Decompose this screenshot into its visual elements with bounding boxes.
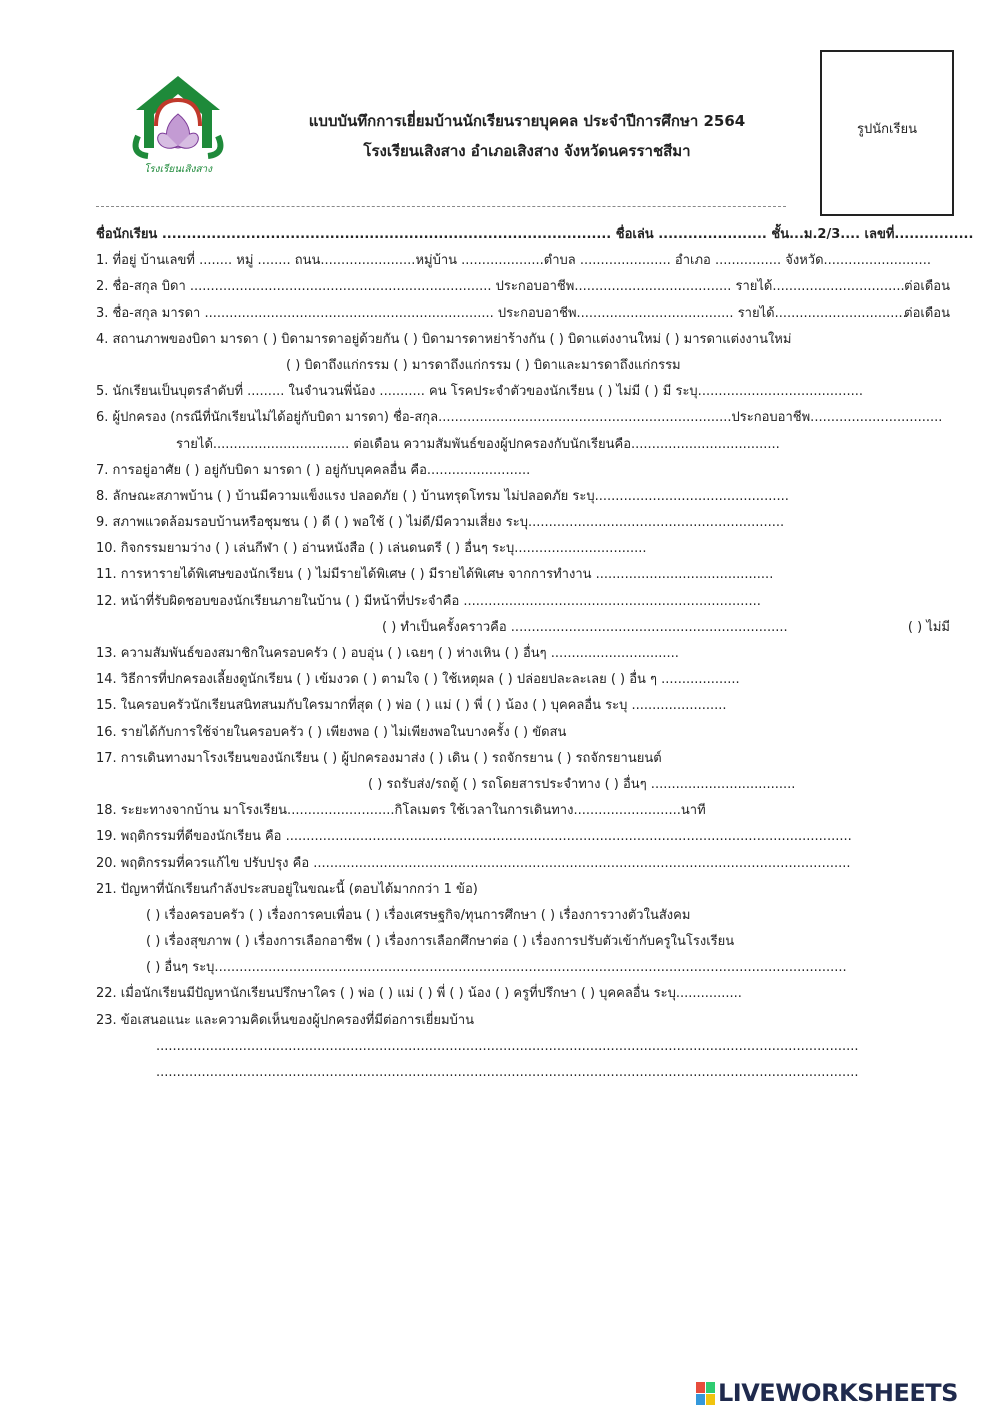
form-line[interactable] — [96, 379, 956, 405]
form-line-text: 4. สถานภาพของบิดา มารดา ( ) บิดามารดาอยู่ด้วยกัน ( ) บิดามารดาหย่าร้างกัน ( ) บิดาแต่งงานใหม่ ( ) มารดาแต่งงานใหม่ — [96, 331, 792, 347]
form-line[interactable] — [96, 746, 956, 772]
student-photo-box[interactable] — [820, 50, 954, 216]
form-line-text: 9. สภาพแวดล้อมรอบบ้านหรือชุมชน ( ) ดี ( ) พอใช้ ( ) ไม่ดี/มีความเสี่ยง ระบุ.............................................................. — [96, 515, 785, 531]
form-line-text: 19. พฤติกรรมที่ดีของนักเรียน คือ ......................................................................................................................................... — [96, 829, 852, 845]
home-visit-form — [96, 222, 974, 1086]
form-line[interactable] — [96, 248, 956, 274]
form-line[interactable] — [96, 903, 956, 929]
form-line[interactable] — [96, 432, 956, 458]
form-line[interactable] — [96, 301, 956, 327]
form-line-text: 2. ชื่อ-สกุล บิดา ......................................................................... ประกอบอาชีพ...................................... รายได้................................ — [96, 279, 905, 295]
form-line-text: .......................................................................................................................................................................... — [156, 1065, 859, 1080]
form-line[interactable] — [96, 929, 956, 955]
document-title — [272, 106, 782, 166]
form-line-text: 7. การอยู่อาศัย ( ) อยู่กับบิดา มารดา ( ) อยู่กับบุคคลอื่น คือ......................... — [96, 462, 531, 478]
form-line-text: ( ) บิดาถึงแก่กรรม ( ) มารดาถึงแก่กรรม ( ) บิดาและมารดาถึงแก่กรรม — [286, 357, 681, 373]
liveworksheets-brand: LIVEWORKSHEETS — [718, 1379, 958, 1407]
logo-tile — [696, 1394, 705, 1405]
form-line-suffix: ต่อเดือน — [904, 279, 950, 295]
form-line-text: ( ) เรื่องครอบครัว ( ) เรื่องการคบเพื่อน ( ) เรื่องเศรษฐกิจ/ทุนการศึกษา ( ) เรื่องการวางตัวในสังคม — [146, 907, 691, 923]
form-line-text: 10. กิจกรรมยามว่าง ( ) เล่นกีฬา ( ) อ่านหนังสือ ( ) เล่นดนตรี ( ) อื่นๆ ระบุ................................ — [96, 541, 647, 557]
form-line-text: 13. ความสัมพันธ์ของสมาชิกในครอบครัว ( ) อบอุ่น ( ) เฉยๆ ( ) ห่างเหิน ( ) อื่นๆ ............................... — [96, 646, 679, 661]
form-line[interactable] — [96, 798, 956, 824]
form-line-text: 18. ระยะทางจากบ้าน มาโรงเรียน..........................กิโลเมตร ใช้เวลาในการเดินทาง..........................นาที — [96, 803, 706, 819]
form-line[interactable] — [96, 667, 956, 693]
logo-tile — [706, 1394, 715, 1405]
form-line-text: 16. รายได้กับการใช้จ่ายในครอบครัว ( ) เพียงพอ ( ) ไม่เพียงพอในบางครั้ง ( ) ขัดสน — [96, 724, 567, 740]
form-lines — [96, 248, 956, 1086]
form-line-text: ( ) อื่นๆ ระบุ......................................................................................................................................................... — [146, 960, 847, 976]
form-line[interactable] — [96, 981, 956, 1007]
form-line[interactable] — [96, 536, 956, 562]
form-line-text: 11. การหารายได้พิเศษของนักเรียน ( ) ไม่มีรายได้พิเศษ ( ) มีรายได้พิเศษ จากการทำงาน ........................................... — [96, 567, 774, 583]
form-line-text: 21. ปัญหาที่นักเรียนกำลังประสบอยู่ในขณะนี้ (ตอบได้มากกว่า 1 ข้อ) — [96, 881, 478, 897]
form-line[interactable] — [96, 562, 956, 588]
form-line-text: ( ) ทำเป็นครั้งคราวคือ ................................................................... — [382, 619, 788, 635]
form-line[interactable] — [96, 877, 956, 903]
liveworksheets-footer — [696, 1378, 958, 1408]
form-line[interactable] — [96, 589, 956, 615]
form-line-text: 6. ผู้ปกครอง (กรณีที่นักเรียนไม่ได้อยู่กับบิดา มารดา) ชื่อ-สกุล.......................................................................ประกอบอาชีพ................................ — [96, 410, 943, 426]
school-logo — [128, 70, 228, 182]
form-line-text: 17. การเดินทางมาโรงเรียนของนักเรียน ( ) ผู้ปกครองมาส่ง ( ) เดิน ( ) รถจักรยาน ( ) รถจักรยานยนต์ — [96, 750, 662, 766]
form-line[interactable] — [96, 772, 956, 798]
form-line[interactable] — [96, 458, 956, 484]
form-line-text: .......................................................................................................................................................................... — [156, 1038, 859, 1054]
form-line[interactable] — [96, 641, 956, 667]
form-line-text: ( ) เรื่องสุขภาพ ( ) เรื่องการเลือกอาชีพ ( ) เรื่องการเลือกศึกษาต่อ ( ) เรื่องการปรับตัวเข้ากับครูในโรงเรียน — [146, 934, 735, 950]
form-line-suffix: ( ) ไม่มี — [907, 619, 950, 635]
form-line-text: 1. ที่อยู่ บ้านเลขที่ ........ หมู่ ........ ถนน.......................หมู่บ้าน ....................ตำบล ...................... อำเภอ ................ จังหวัด.......................... — [96, 253, 931, 269]
title-line-1: แบบบันทึกการเยี่ยมบ้านนักเรียนรายบุคคล ประจำปีการศึกษา 2564 — [308, 112, 746, 130]
form-line[interactable] — [96, 327, 956, 353]
form-line[interactable] — [96, 1008, 956, 1034]
form-line-text: 22. เมื่อนักเรียนมีปัญหานักเรียนปรึกษาใคร ( ) พ่อ ( ) แม่ ( ) พี่ ( ) น้อง ( ) ครูที่ปรึกษา ( ) บุคคลอื่น ระบุ................ — [96, 986, 742, 1002]
form-line[interactable] — [96, 720, 956, 746]
form-line-text: 3. ชื่อ-สกุล มารดา ...................................................................... ประกอบอาชีพ...................................... รายได้................................ — [96, 305, 907, 321]
form-line[interactable] — [96, 615, 956, 641]
student-info-line[interactable]: ชื่อนักเรียน ........................................................................................... ชื่อเล่น ...................... ชั้น...ม.2/3.... เลขที่................ — [96, 227, 974, 242]
header-divider — [96, 206, 786, 207]
form-line-suffix: ต่อเดือน — [904, 305, 950, 321]
form-line[interactable] — [96, 484, 956, 510]
form-line[interactable] — [96, 1060, 956, 1086]
logo-tile — [696, 1382, 705, 1393]
form-line-text: ( ) รถรับส่ง/รถตู้ ( ) รถโดยสารประจำทาง ( ) อื่นๆ ................................... — [368, 776, 796, 792]
form-line-text: 5. นักเรียนเป็นบุตรลำดับที่ ......... ในจำนวนพี่น้อง ........... คน โรคประจำตัวของนักเรียน ( ) ไม่มี ( ) มี ระบุ........................................ — [96, 384, 863, 400]
form-line[interactable] — [96, 955, 956, 981]
title-line-2: โรงเรียนเสิงสาง อำเภอเสิงสาง จังหวัดนครราชสีมา — [363, 142, 691, 160]
form-line[interactable] — [96, 693, 956, 719]
form-line-text: รายได้................................. ต่อเดือน ความสัมพันธ์ของผู้ปกครองกับนักเรียนคือ.................................... — [176, 436, 780, 452]
logo-tile — [706, 1382, 715, 1393]
svg-text:โรงเรียนเสิงสาง: โรงเรียนเสิงสาง — [143, 164, 213, 175]
form-line-text: 15. ในครอบครัวนักเรียนสนิทสนมกับใครมากที่สุด ( ) พ่อ ( ) แม่ ( ) พี่ ( ) น้อง ( ) บุคคลอื่น ระบุ ....................... — [96, 698, 727, 714]
photo-label: รูปนักเรียน — [857, 121, 917, 137]
form-line-text: 14. วิธีการที่ปกครองเลี้ยงดูนักเรียน ( ) เข้มงวด ( ) ตามใจ ( ) ใช้เหตุผล ( ) ปล่อยปละละเลย ( ) อื่น ๆ ................... — [96, 672, 740, 688]
liveworksheets-logo-icon — [696, 1382, 715, 1405]
form-line[interactable] — [96, 353, 956, 379]
form-line[interactable] — [96, 1034, 956, 1060]
form-line-text: 23. ข้อเสนอแนะ และความคิดเห็นของผู้ปกครองที่มีต่อการเยี่ยมบ้าน — [96, 1012, 475, 1028]
form-line[interactable] — [96, 274, 956, 300]
form-line-text: 12. หน้าที่รับผิดชอบของนักเรียนภายในบ้าน ( ) มีหน้าที่ประจำคือ ........................................................................ — [96, 593, 761, 609]
form-line[interactable] — [96, 824, 956, 850]
form-line-text: 8. ลักษณะสภาพบ้าน ( ) บ้านมีความแข็งแรง ปลอดภัย ( ) บ้านทรุดโทรม ไม่ปลอดภัย ระบุ............................................... — [96, 488, 789, 504]
form-line[interactable] — [96, 851, 956, 877]
form-line-text: 20. พฤติกรรมที่ควรแก้ไข ปรับปรุง คือ .................................................................................................................................. — [96, 855, 851, 871]
form-line[interactable] — [96, 510, 956, 536]
form-line[interactable] — [96, 405, 956, 431]
